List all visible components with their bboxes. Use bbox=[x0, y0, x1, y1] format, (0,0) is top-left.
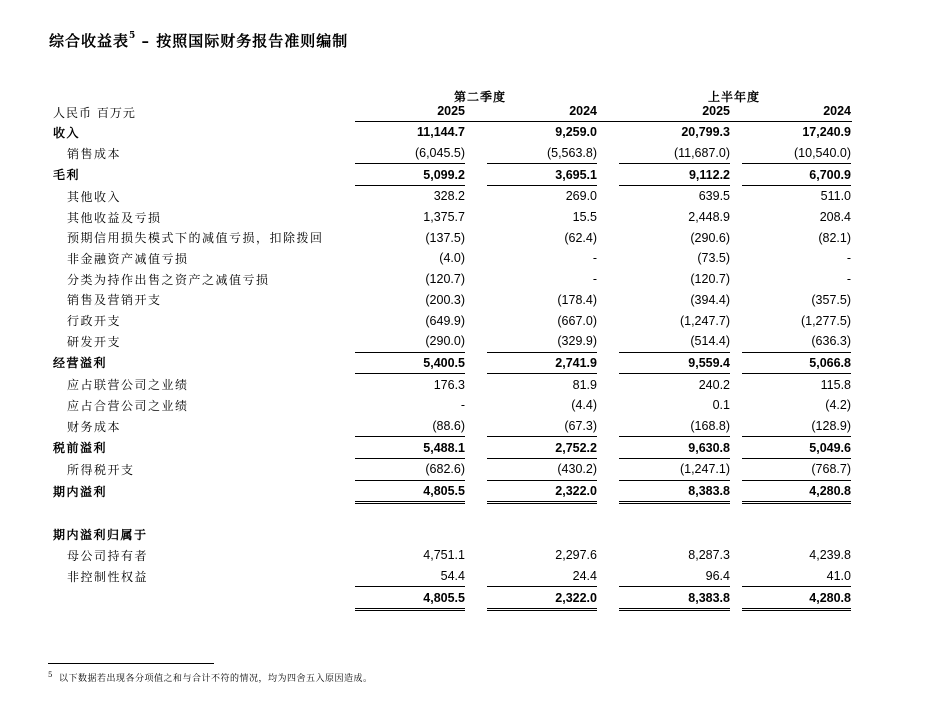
row-label: 收入 bbox=[53, 125, 81, 140]
table-row bbox=[53, 395, 851, 416]
table-row bbox=[53, 480, 851, 503]
cell: 5,099.2 bbox=[355, 164, 465, 186]
cell: (394.4) bbox=[690, 292, 730, 307]
cell: 328.2 bbox=[433, 189, 465, 204]
cell: - bbox=[846, 251, 851, 266]
table-row bbox=[53, 290, 851, 311]
cell: (1,277.5) bbox=[800, 313, 851, 328]
cell: (168.8) bbox=[690, 418, 730, 433]
cell: (5,563.8) bbox=[546, 146, 597, 161]
cell: 208.4 bbox=[819, 210, 851, 225]
row-label: 销售成本 bbox=[67, 146, 122, 161]
row-label: 其他收入 bbox=[67, 189, 122, 204]
cell: 9,112.2 bbox=[619, 164, 730, 186]
row-label: 预期信用损失模式下的减值亏损，扣除拨回 bbox=[67, 231, 324, 246]
row-label: 行政开支 bbox=[67, 314, 122, 329]
cell: 6,700.9 bbox=[742, 164, 851, 186]
cell: 4,239.8 bbox=[809, 548, 851, 563]
cell: 2,322.0 bbox=[487, 587, 597, 610]
cell: (200.3) bbox=[425, 292, 465, 307]
cell: 5,066.8 bbox=[742, 352, 851, 374]
cell: (82.1) bbox=[818, 230, 851, 245]
row-label: 其他收益及亏损 bbox=[67, 210, 162, 225]
cell: (649.9) bbox=[425, 313, 465, 328]
cell: 240.2 bbox=[698, 377, 730, 392]
cell: (682.6) bbox=[425, 462, 465, 477]
cell: 41.0 bbox=[826, 569, 851, 584]
cell: (6,045.5) bbox=[414, 146, 465, 161]
table-row bbox=[53, 164, 851, 186]
cell: 8,287.3 bbox=[688, 548, 730, 563]
table-row bbox=[53, 566, 851, 587]
table-row bbox=[53, 143, 851, 164]
cell: (290.6) bbox=[690, 230, 730, 245]
cell: 0.1 bbox=[712, 398, 730, 413]
cell: (128.9) bbox=[811, 418, 851, 433]
year-h1-2025: 2025 bbox=[702, 104, 730, 118]
cell: 511.0 bbox=[820, 189, 851, 204]
cell: (10,540.0) bbox=[794, 146, 851, 161]
cell: 269.0 bbox=[565, 189, 597, 204]
cell: 15.5 bbox=[572, 210, 597, 225]
cell: 4,280.8 bbox=[742, 587, 851, 610]
row-label: 所得税开支 bbox=[67, 462, 135, 477]
cell: - bbox=[846, 272, 851, 287]
cell: (120.7) bbox=[690, 272, 730, 287]
table-row bbox=[53, 186, 851, 207]
cell: (4.2) bbox=[825, 398, 851, 413]
table-row bbox=[53, 227, 851, 248]
header-q2: 第二季度 bbox=[453, 90, 506, 104]
table-row bbox=[53, 459, 851, 481]
cell: 20,799.3 bbox=[681, 125, 730, 140]
cell: 54.4 bbox=[440, 569, 465, 584]
cell: (88.6) bbox=[432, 418, 465, 433]
cell: (430.2) bbox=[557, 462, 597, 477]
table-row bbox=[53, 545, 851, 566]
page-title: 综合收益表$^5$ – 按照国际财务报告准则编制 bbox=[49, 31, 349, 50]
cell: 4,805.5 bbox=[355, 480, 465, 503]
cell: 81.9 bbox=[572, 377, 597, 392]
row-label: 财务成本 bbox=[67, 419, 122, 434]
cell: 5,400.5 bbox=[355, 352, 465, 374]
cell: (67.3) bbox=[564, 418, 597, 433]
table-row bbox=[53, 331, 851, 352]
table-row bbox=[53, 310, 851, 331]
cell: 4,751.1 bbox=[423, 548, 465, 563]
row-label: 分类为持作出售之资产之减值亏损 bbox=[67, 272, 270, 287]
cell: 2,322.0 bbox=[487, 480, 597, 503]
cell: (62.4) bbox=[564, 230, 597, 245]
cell: 96.4 bbox=[705, 569, 730, 584]
table-row bbox=[53, 122, 851, 143]
table-row bbox=[53, 248, 851, 269]
header-h1: 上半年度 bbox=[707, 90, 760, 104]
cell: 3,695.1 bbox=[487, 164, 597, 186]
section-heading: 期内溢利归属于 bbox=[53, 528, 148, 543]
row-label: 期内溢利 bbox=[53, 485, 108, 500]
cell: 9,559.4 bbox=[619, 352, 730, 374]
cell: (4.0) bbox=[439, 251, 465, 266]
table-row bbox=[53, 437, 851, 459]
cell: 2,448.9 bbox=[688, 210, 730, 225]
row-label: 销售及营销开支 bbox=[67, 293, 162, 308]
cell: - bbox=[460, 398, 465, 413]
cell: (73.5) bbox=[697, 251, 730, 266]
table-row bbox=[53, 587, 851, 610]
cell: 24.4 bbox=[572, 569, 597, 584]
row-label: 经营溢利 bbox=[53, 356, 108, 371]
cell: (11,687.0) bbox=[673, 146, 730, 161]
footnote-divider bbox=[48, 663, 214, 664]
cell: - bbox=[592, 251, 597, 266]
row-label: 税前溢利 bbox=[53, 441, 108, 456]
cell: 11,144.7 bbox=[417, 125, 465, 140]
cell: 9,630.8 bbox=[619, 437, 730, 459]
cell: 176.3 bbox=[433, 377, 465, 392]
table-row bbox=[53, 524, 851, 545]
table-row bbox=[53, 269, 851, 290]
cell: - bbox=[592, 272, 597, 287]
cell: 17,240.9 bbox=[802, 125, 851, 140]
cell: 1,375.7 bbox=[423, 210, 465, 225]
table-row bbox=[53, 352, 851, 374]
row-label: 非金融资产减值亏损 bbox=[67, 251, 189, 266]
cell: 4,805.5 bbox=[355, 587, 465, 610]
cell: 4,280.8 bbox=[742, 480, 851, 503]
footnote-mark: 5 bbox=[48, 671, 53, 679]
cell: (329.9) bbox=[557, 334, 597, 349]
row-label: 非控制性权益 bbox=[67, 569, 149, 584]
year-q2-2024: 2024 bbox=[569, 104, 597, 118]
cell: (667.0) bbox=[557, 313, 597, 328]
cell: 8,383.8 bbox=[619, 480, 730, 503]
table-row bbox=[53, 416, 851, 437]
cell: 2,741.9 bbox=[487, 352, 597, 374]
cell: 639.5 bbox=[698, 189, 730, 204]
year-h1-2024: 2024 bbox=[823, 104, 851, 118]
cell: (514.4) bbox=[690, 334, 730, 349]
cell: 9,259.0 bbox=[555, 125, 597, 140]
table-row bbox=[53, 207, 851, 228]
row-label: 研发开支 bbox=[67, 334, 122, 349]
cell: 2,752.2 bbox=[487, 437, 597, 459]
title-footnote-mark: 5 bbox=[129, 31, 136, 41]
cell: 5,049.6 bbox=[742, 437, 851, 459]
footnote bbox=[48, 671, 372, 684]
cell: (137.5) bbox=[425, 230, 465, 245]
year-q2-2025: 2025 bbox=[437, 104, 465, 118]
row-label: 母公司持有者 bbox=[67, 548, 149, 563]
cell: (178.4) bbox=[557, 292, 597, 307]
row-label: 毛利 bbox=[53, 168, 81, 183]
cell: 115.8 bbox=[820, 377, 851, 392]
cell: 5,488.1 bbox=[355, 437, 465, 459]
unit-label: 人民币 百万元 bbox=[53, 106, 136, 120]
table-row bbox=[53, 374, 851, 395]
cell: 2,297.6 bbox=[555, 548, 597, 563]
footnote-text: 以下数据若出现各分项值之和与合计不符的情况，均为四舍五入原因造成。 bbox=[58, 674, 373, 684]
cell: (768.7) bbox=[811, 462, 851, 477]
cell: (357.5) bbox=[811, 292, 851, 307]
cell: (4.4) bbox=[571, 398, 597, 413]
cell: (1,247.7) bbox=[679, 313, 730, 328]
cell: (636.3) bbox=[811, 334, 851, 349]
row-label: 应占合营公司之业绩 bbox=[67, 398, 189, 413]
cell: (120.7) bbox=[425, 272, 465, 287]
cell: (290.0) bbox=[425, 334, 465, 349]
row-label: 应占联营公司之业绩 bbox=[67, 377, 189, 392]
cell: (1,247.1) bbox=[679, 462, 730, 477]
cell: 8,383.8 bbox=[619, 587, 730, 610]
income-statement-table bbox=[53, 122, 851, 611]
